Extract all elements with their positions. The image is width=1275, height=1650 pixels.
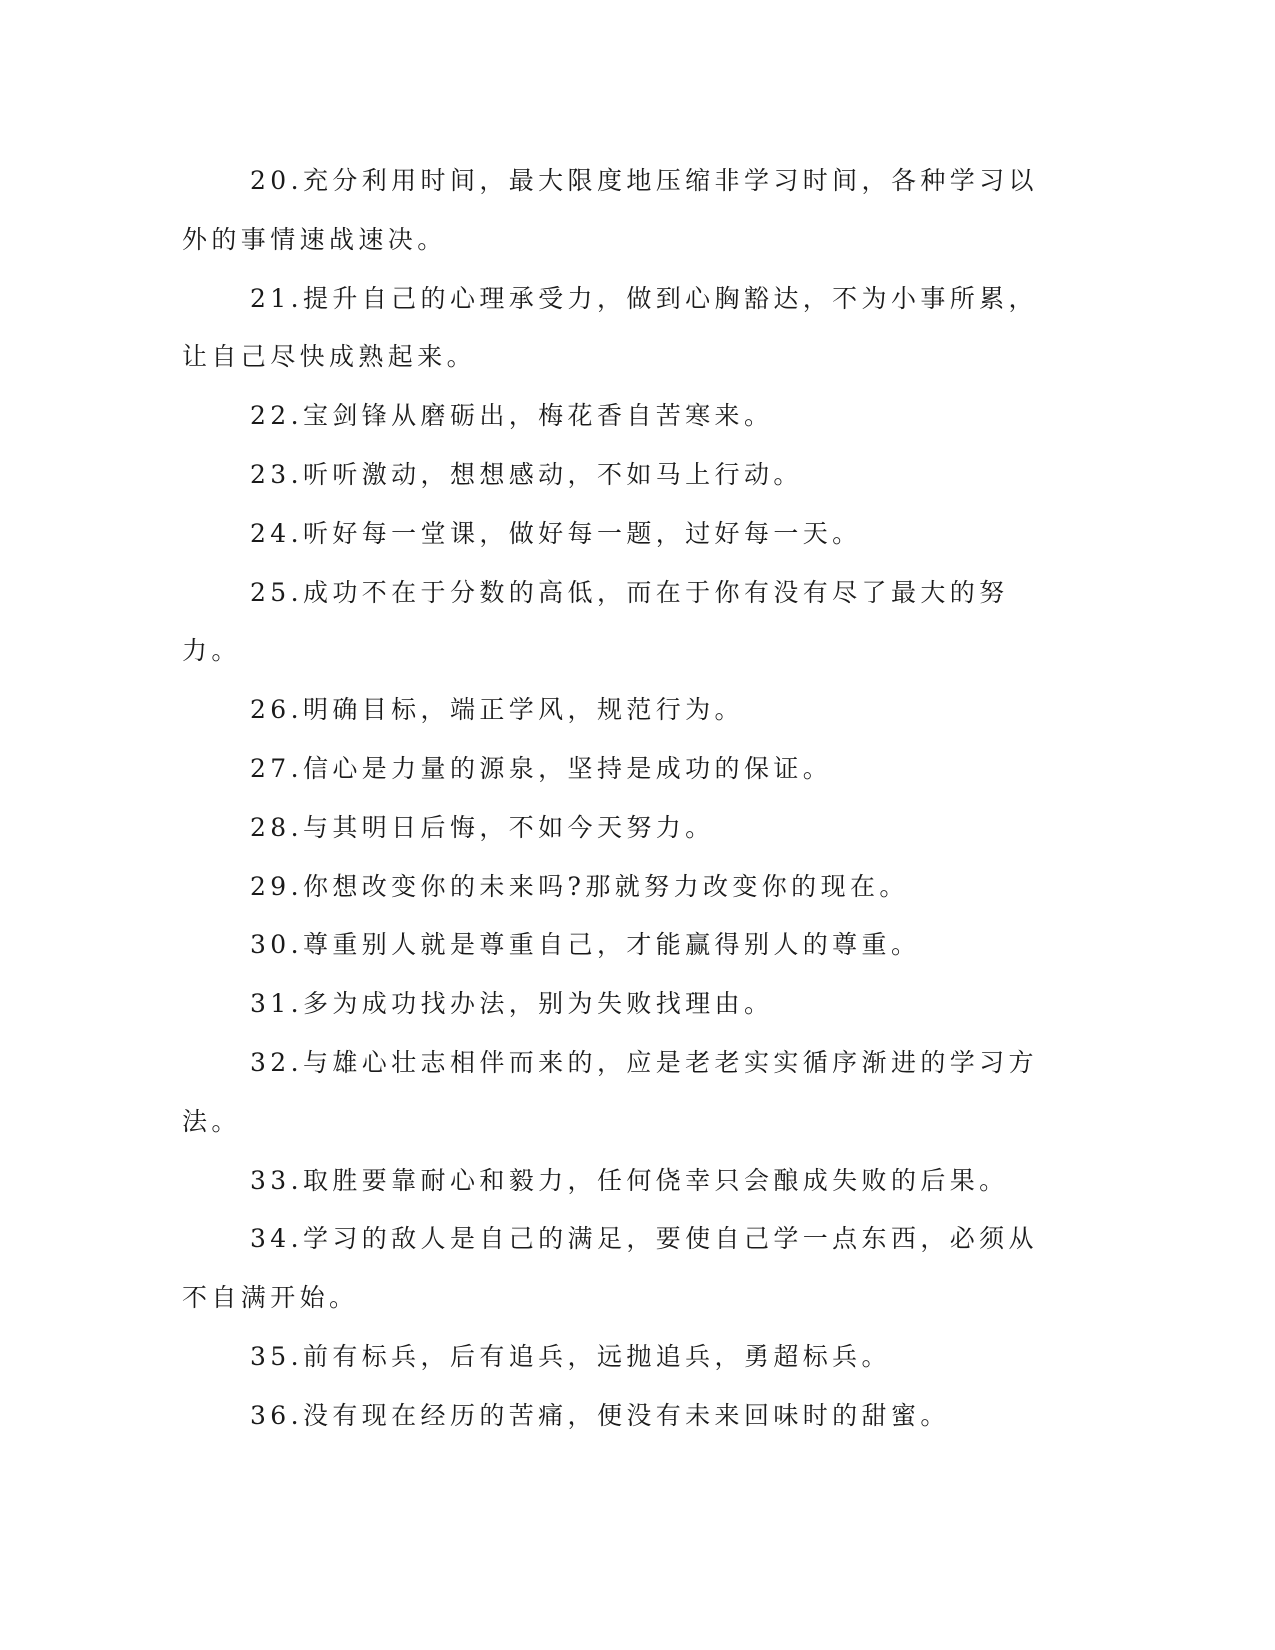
paragraph-20: 20.充分利用时间，最大限度地压缩非学习时间，各种学习以外的事情速战速决。 bbox=[182, 166, 1038, 254]
paragraph-26: 26.明确目标，端正学风，规范行为。 bbox=[250, 695, 744, 725]
paragraph-29: 29.你想改变你的未来吗?那就努力改变你的现在。 bbox=[250, 871, 909, 901]
paragraph-35: 35.前有标兵，后有追兵，远抛追兵，勇超标兵。 bbox=[250, 1341, 891, 1371]
document-body bbox=[182, 152, 1052, 1446]
paragraph-24: 24.听好每一堂课，做好每一题，过好每一天。 bbox=[250, 518, 862, 548]
paragraph-34: 34.学习的敌人是自己的满足，要使自己学一点东西，必须从不自满开始。 bbox=[182, 1224, 1038, 1313]
paragraph-32: 32.与雄心壮志相伴而来的，应是老老实实循序渐进的学习方法。 bbox=[182, 1047, 1038, 1136]
paragraph-22: 22.宝剑锋从磨砺出，梅花香自苦寒来。 bbox=[250, 401, 774, 431]
paragraph-27: 27.信心是力量的源泉，坚持是成功的保证。 bbox=[250, 753, 833, 783]
paragraph-28: 28.与其明日后悔，不如今天努力。 bbox=[250, 812, 715, 842]
paragraph-25: 25.成功不在于分数的高低，而在于你有没有尽了最大的努力。 bbox=[182, 577, 1009, 666]
paragraph-21: 21.提升自己的心理承受力，做到心胸豁达，不为小事所累，让自己尽快成熟起来。 bbox=[182, 283, 1038, 372]
paragraph-30: 30.尊重别人就是尊重自己，才能赢得别人的尊重。 bbox=[250, 930, 921, 960]
paragraph-36: 36.没有现在经历的苦痛，便没有未来回味时的甜蜜。 bbox=[250, 1400, 950, 1430]
paragraph-23: 23.听听激动，想想感动，不如马上行动。 bbox=[250, 459, 803, 489]
paragraph-31: 31.多为成功找办法，别为失败找理由。 bbox=[250, 989, 774, 1019]
paragraph-33: 33.取胜要靠耐心和毅力，任何侥幸只会酿成失败的后果。 bbox=[250, 1165, 1009, 1195]
